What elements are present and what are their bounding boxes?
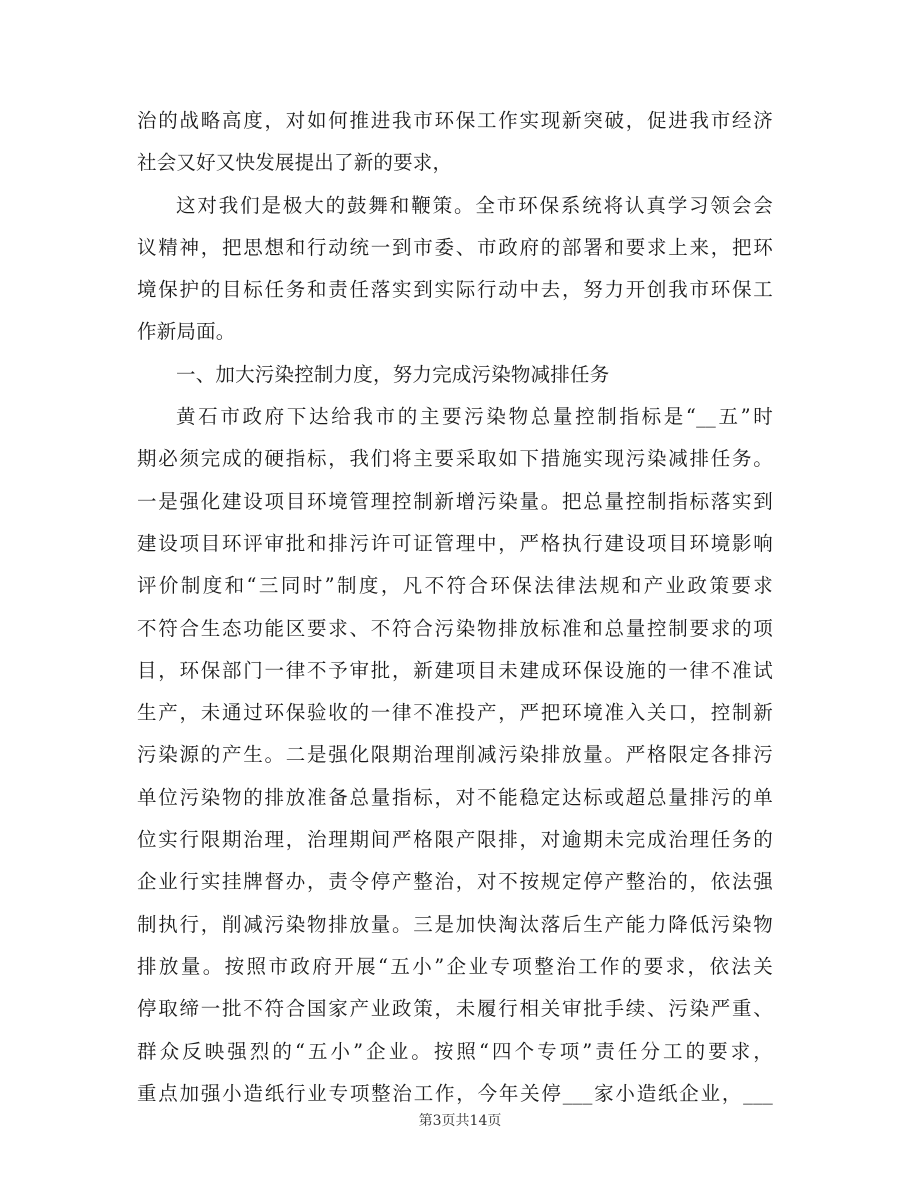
text-line: 企业行实挂牌督办，责令停产整治，对不按规定停产整治的，依法强: [137, 870, 773, 894]
text-line: 群众反映强烈的“五小”企业。按照“四个专项”责任分工的要求，: [137, 1039, 773, 1063]
text-line: 黄石市政府下达给我市的主要污染物总量控制指标是“__五”时: [176, 405, 773, 429]
text-line: 目，环保部门一律不予审批，新建项目未建成环保设施的一律不准试: [137, 658, 773, 682]
text-line: 停取缔一批不符合国家产业政策，未履行相关审批手续、污染严重、: [137, 997, 773, 1021]
text-line: 治的战略高度，对如何推进我市环保工作实现新突破，促进我市经济: [137, 109, 773, 132]
text-line: 单位污染物的排放准备总量指标，对不能稳定达标或超总量排污的单: [137, 785, 773, 809]
text-line: 位实行限期治理，治理期间严格限产限排，对逾期未完成治理任务的: [137, 828, 773, 852]
text-line: 污染源的产生。二是强化限期治理削减污染排放量。严格限定各排污: [137, 743, 773, 767]
document-body: [137, 100, 773, 1115]
text-line: 作新局面。: [137, 320, 236, 344]
text-line: 建设项目环评审批和排污许可证管理中，严格执行建设项目环境影响: [137, 531, 773, 555]
text-line: 社会又好又快发展提出了新的要求，: [137, 151, 453, 175]
text-line: 一是强化建设项目环境管理控制新增污染量。把总量控制指标落实到: [137, 489, 773, 513]
text-line: 期必须完成的硬指标，我们将主要采取如下措施实现污染减排任务。: [137, 447, 773, 471]
text-line: 这对我们是极大的鼓舞和鞭策。全市环保系统将认真学习领会会: [176, 193, 773, 217]
text-line: 不符合生态功能区要求、不符合污染物排放标准和总量控制要求的项: [137, 616, 773, 640]
text-line: 境保护的目标任务和责任落实到实际行动中去，努力开创我市环保工: [137, 278, 773, 302]
page-number: 第3页共14页: [418, 1113, 502, 1129]
text-line: 生产，未通过环保验收的一律不准投产，严把环境准入关口，控制新: [137, 701, 773, 725]
text-line: 制执行，削减污染物排放量。三是加快淘汰落后生产能力降低污染物: [137, 912, 773, 936]
section-heading: 一、加大污染控制力度，努力完成污染物减排任务: [176, 362, 610, 386]
text-line: 重点加强小造纸行业专项整治工作，今年关停___家小造纸企业，___: [137, 1081, 773, 1105]
text-line: 议精神，把思想和行动统一到市委、市政府的部署和要求上来，把环: [137, 235, 773, 259]
text-line: 排放量。按照市政府开展“五小”企业专项整治工作的要求，依法关: [137, 954, 773, 978]
text-line: 评价制度和“三同时”制度，凡不符合环保法律法规和产业政策要求: [137, 574, 773, 598]
